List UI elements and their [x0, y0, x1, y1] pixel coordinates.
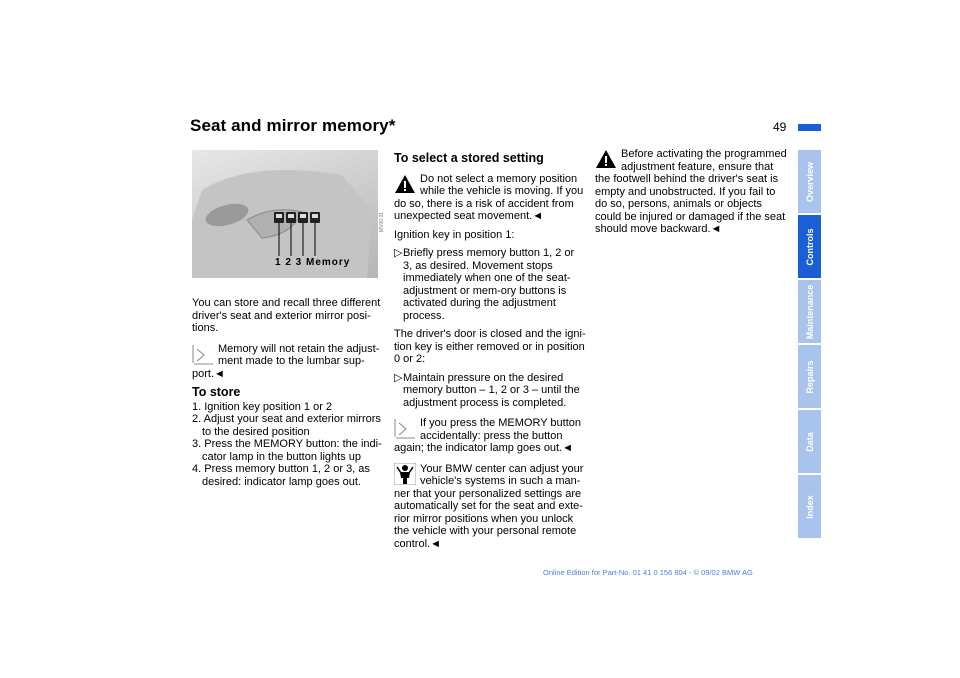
service-note-text: Your BMW center can adjust your vehicle's systems in such a man-ner that your personalized settings are automatically set for the seat and exte-rior mirror positions when you unlock the vehicle with your personal remote control.◄: [394, 462, 584, 550]
bullet-arrow-icon: ▷: [394, 247, 403, 259]
select-setting-heading: To select a stored setting: [394, 151, 544, 165]
list-item: [394, 372, 586, 410]
tab-label: Data: [804, 431, 815, 452]
tab-controls[interactable]: [798, 215, 821, 278]
door-text: The driver's door is closed and the igni-tion key is either removed or in position 0 or 2:: [394, 328, 586, 365]
lumbar-note: [192, 343, 382, 381]
accidental-press-note: [394, 417, 586, 455]
list-item: [394, 247, 586, 322]
column-2: [394, 148, 586, 556]
tab-label: Controls: [804, 228, 815, 265]
ignition-text: Ignition key in position 1:: [394, 228, 515, 241]
accidental-press-text: If you press the MEMORY button accidentally: press the button again; the indicator lamp goes out.◄: [394, 417, 582, 454]
page-number: 49: [773, 120, 787, 134]
service-note: [394, 463, 586, 551]
figure-code: MV00.01: [379, 211, 385, 232]
hand-note-icon: [192, 343, 214, 365]
tab-label: Overview: [804, 161, 815, 202]
column-3: [595, 148, 788, 242]
store-steps-list: [192, 401, 382, 489]
warning-triangle-icon: [595, 148, 617, 170]
tab-label: Maintenance: [804, 284, 815, 339]
tab-data[interactable]: [798, 410, 821, 473]
list-item: 4. Press memory button 1, 2 or 3, as desired: indicator lamp goes out.: [192, 463, 370, 488]
column-1: [192, 297, 382, 488]
list-item: 1. Ignition key position 1 or 2: [192, 400, 333, 413]
warning-triangle-icon: [394, 173, 416, 195]
section-tabs: [798, 150, 821, 540]
moving-warning: [394, 173, 586, 223]
list-item: 3. Press the MEMORY button: the indi-cator lamp in the button lights up: [192, 438, 382, 463]
tab-maintenance[interactable]: [798, 280, 821, 343]
figure-label: 1 2 3 Memory: [275, 257, 351, 268]
page-title: Seat and mirror memory*: [190, 116, 396, 135]
hand-note-icon: [394, 417, 416, 439]
tab-index[interactable]: [798, 475, 821, 538]
corner-accent-bar: [798, 124, 821, 131]
lumbar-note-text: Memory will not retain the adjust-ment made to the lumbar sup-port.◄: [192, 342, 380, 380]
footwell-warning: [595, 148, 788, 236]
moving-warning-text: Do not select a memory position while the vehicle is moving. If you do so, there is a risk of accident from unexpected seat movement.◄: [394, 172, 584, 222]
bullet-arrow-icon: ▷: [394, 371, 403, 384]
service-technician-icon: [394, 463, 416, 485]
tab-repairs[interactable]: [798, 345, 821, 408]
tab-label: Index: [804, 494, 815, 519]
to-store-heading: To store: [192, 385, 241, 399]
tab-overview[interactable]: [798, 150, 821, 213]
intro-text: You can store and recall three different driver's seat and exterior mirror posi-tions.: [192, 297, 381, 334]
footer-edition: Online Edition for Part-No. 01 41 0 156 804 - © 09/02 BMW AG: [543, 568, 753, 577]
footwell-warning-text: Before activating the programmed adjustment feature, ensure that the footwell behind the driver's seat is empty and unobstructed. If you fail to do so, persons, animals or objects could be injured or damaged if the seat should move backward.◄: [595, 148, 787, 235]
list-item: 2. Adjust your seat and exterior mirrors to the desired position: [192, 413, 381, 438]
tab-label: Repairs: [804, 359, 815, 394]
memory-buttons-photo: [192, 150, 378, 278]
bullet-text: Briefly press memory button 1, 2 or 3, as desired. Movement stops immediately when one of the seat-adjustment or mem-ory buttons is activated during the adjustment process.: [403, 247, 575, 322]
bullet-text: Maintain pressure on the desired memory button – 1, 2 or 3 – until the adjustment process is completed.: [403, 371, 580, 409]
